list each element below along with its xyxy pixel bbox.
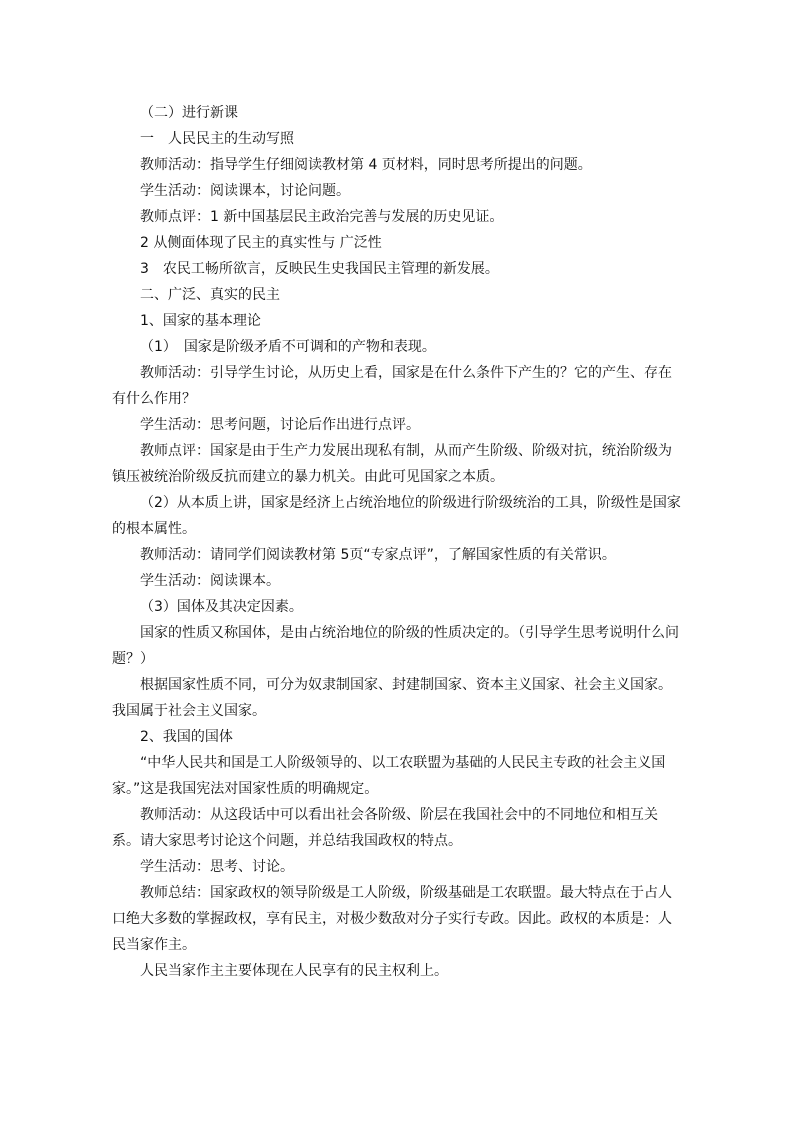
paragraph: 根据国家性质不同，可分为奴隶制国家、封建制国家、资本主义国家、社会主义国家。我国属于社会主义国家。 [112,677,672,719]
paragraph: 教师活动：指导学生仔细阅读教材第 4 页材料，同时思考所提出的问题。 [140,157,592,173]
paragraph: 教师点评：1 新中国基层民主政治完善与发展的历史见证。 [140,209,504,225]
paragraph: 学生活动：阅读课本，讨论问题。 [140,183,350,199]
paragraph: 学生活动：思考问题，讨论后作出进行点评。 [140,417,420,433]
paragraph: 人民当家作主主要体现在人民享有的民主权利上。 [140,963,448,979]
quote-paragraph: “中华人民共和国是工人阶级领导的、以工农联盟为基础的人民民主专政的社会主义国家。”这是我国宪法对国家性质的明确规定。 [112,755,666,797]
paragraph: 教师活动：引导学生讨论，从历史上看，国家是在什么条件下产生的？它的产生、存在有什么作用？ [112,365,672,407]
heading-new-lesson: （二）进行新课 [140,105,238,121]
paragraph: 教师总结：国家政权的领导阶级是工人阶级，阶级基础是工农联盟。最大特点在于占人口绝大多数的掌握政权，享有民主，对极少数敌对分子实行专政。因此。政权的本质是：人民当家作主。 [112,885,672,953]
paragraph: 教师点评：国家是由于生产力发展出现私有制，从而产生阶级、阶级对抗，统治阶级为镇压被统治阶级反抗而建立的暴力机关。由此可见国家之本质。 [112,443,672,485]
paragraph: 2 从侧面体现了民主的真实性与 广泛性 [140,235,382,251]
paragraph: 教师活动：请同学们阅读教材第 5页“专家点评”，了解国家性质的有关常识。 [140,547,616,563]
paragraph: 教师活动：从这段话中可以看出社会各阶级、阶层在我国社会中的不同地位和相互关系。请大家思考讨论这个问题，并总结我国政权的特点。 [112,807,658,849]
paragraph: （2）从本质上讲，国家是经济上占统治地位的阶级进行阶级统治的工具，阶级性是国家的根本属性。 [112,495,681,537]
paragraph: （1） 国家是阶级矛盾不可调和的产物和表现。 [140,339,436,355]
subsection-heading: 2、我国的国体 [140,729,233,745]
subsection-heading: 1、国家的基本理论 [140,313,261,329]
paragraph: （3）国体及其决定因素。 [140,599,303,615]
paragraph: 3 农民工畅所欲言，反映民生史我国民主管理的新发展。 [140,261,499,277]
paragraph: 学生活动：阅读课本。 [140,573,280,589]
document-body [112,100,684,984]
paragraph: 学生活动：思考、讨论。 [140,859,294,875]
paragraph: 国家的性质又称国体，是由占统治地位的阶级的性质决定的。（引导学生思考说明什么问题？） [112,625,679,667]
section-heading-1: 一 人民民主的生动写照 [140,131,294,147]
section-heading-2: 二、广泛、真实的民主 [140,287,280,303]
